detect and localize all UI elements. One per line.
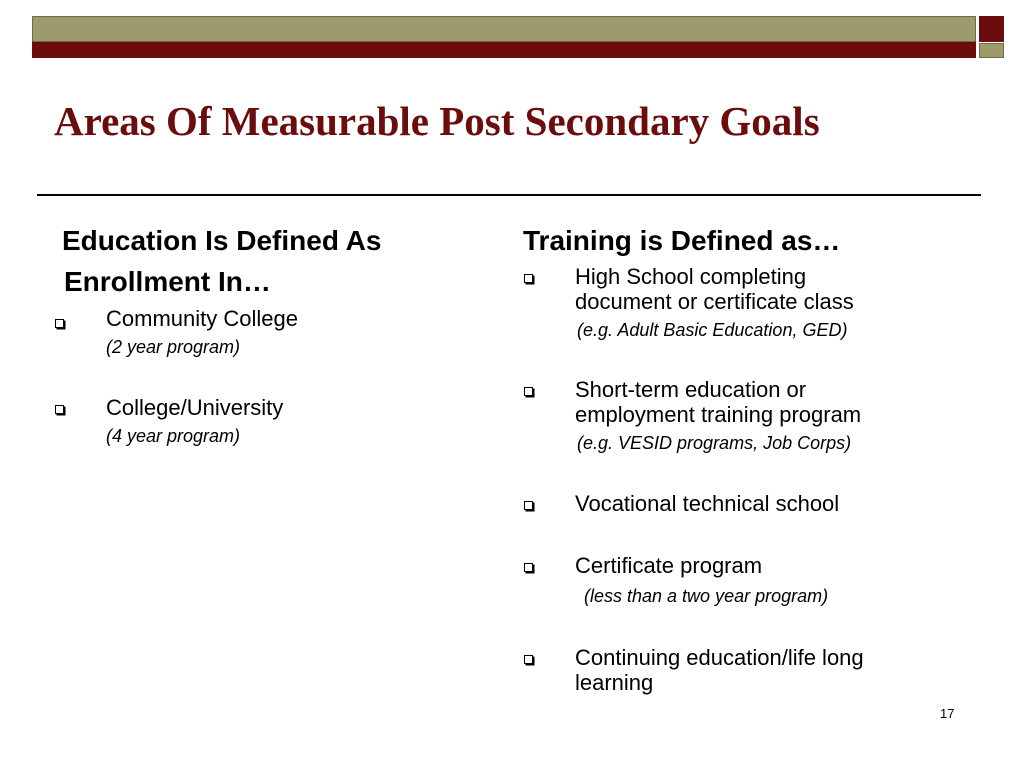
slide-title: Areas Of Measurable Post Secondary Goals — [54, 98, 820, 144]
hollow-square-bullet-icon — [55, 405, 64, 414]
training-item-short-term-line1: Short-term education or — [575, 377, 807, 402]
training-item-short-term-note: (e.g. VESID programs, Job Corps) — [577, 433, 852, 453]
training-heading: Training is Defined as… — [523, 225, 841, 256]
training-item-continuing-line2: learning — [575, 670, 654, 695]
training-item-short-term-line2: employment training program — [575, 402, 862, 427]
top-banner-maroon-bar — [32, 42, 976, 58]
training-item-high-school-line2: document or certificate class — [575, 289, 854, 314]
corner-maroon-block — [979, 16, 1004, 42]
top-banner-olive-bar — [32, 16, 976, 42]
training-item-continuing-line1: Continuing education/life long — [575, 645, 864, 670]
training-item-certificate-note: (less than a two year program) — [584, 586, 829, 606]
education-item-community-college-note: (2 year program) — [106, 337, 241, 357]
training-item-vocational: Vocational technical school — [575, 491, 840, 516]
page-number: 17 — [940, 706, 955, 721]
corner-olive-block — [979, 43, 1004, 58]
hollow-square-bullet-icon — [524, 387, 533, 396]
hollow-square-bullet-icon — [524, 563, 533, 572]
education-item-community-college: Community College — [106, 306, 298, 331]
hollow-square-bullet-icon — [524, 274, 533, 283]
education-heading-line2: Enrollment In… — [64, 266, 271, 297]
training-item-certificate: Certificate program — [575, 553, 763, 578]
education-item-college-university-note: (4 year program) — [106, 426, 241, 446]
title-divider — [37, 194, 981, 196]
education-heading-line1: Education Is Defined As — [62, 225, 382, 256]
hollow-square-bullet-icon — [524, 655, 533, 664]
training-item-high-school-note: (e.g. Adult Basic Education, GED) — [577, 320, 848, 340]
hollow-square-bullet-icon — [524, 501, 533, 510]
hollow-square-bullet-icon — [55, 319, 64, 328]
training-item-high-school-line1: High School completing — [575, 264, 807, 289]
education-item-college-university: College/University — [106, 395, 284, 420]
